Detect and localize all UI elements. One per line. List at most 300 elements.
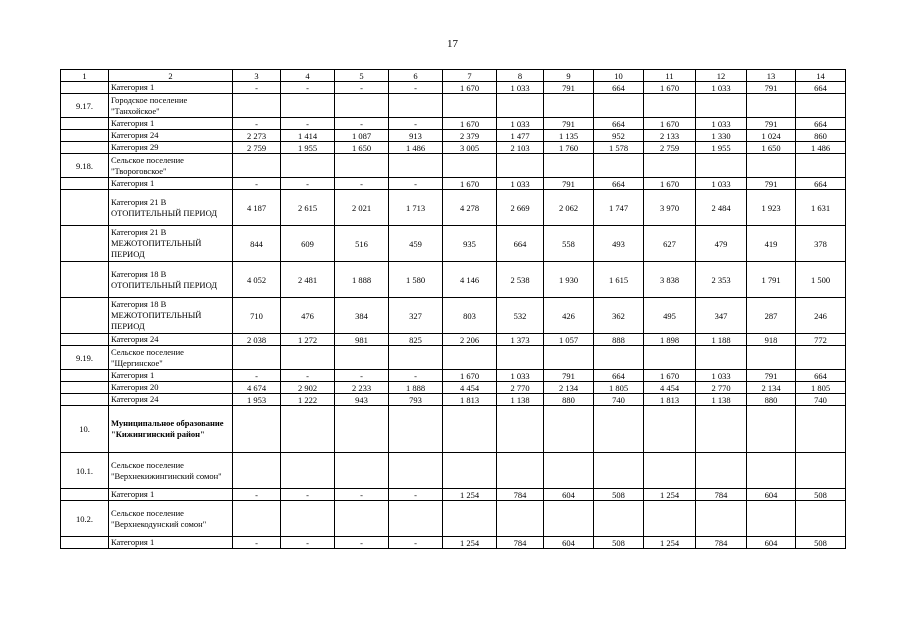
header-row — [61, 70, 846, 82]
value-cell — [747, 94, 796, 118]
value-cell: 508 — [796, 537, 846, 549]
value-cell — [335, 154, 389, 178]
value-cell: 1 930 — [544, 262, 594, 298]
value-cell — [497, 501, 544, 537]
value-cell: 508 — [594, 489, 644, 501]
value-cell: - — [335, 537, 389, 549]
section-row — [61, 406, 846, 453]
value-cell: 1 713 — [389, 190, 443, 226]
value-cell — [335, 501, 389, 537]
value-cell: 2 233 — [335, 382, 389, 394]
value-cell: 664 — [796, 82, 846, 94]
value-cell — [747, 154, 796, 178]
value-cell: 2 770 — [696, 382, 747, 394]
value-cell: 1 813 — [443, 394, 497, 406]
table-row — [61, 226, 846, 262]
value-cell: 2 759 — [233, 142, 281, 154]
value-cell: 1 087 — [335, 130, 389, 142]
value-cell: 1 923 — [747, 190, 796, 226]
row-name: Категория 24 — [109, 394, 233, 406]
value-cell: 2 669 — [497, 190, 544, 226]
value-cell — [233, 154, 281, 178]
value-cell: - — [335, 370, 389, 382]
value-cell: 740 — [594, 394, 644, 406]
value-cell: 1 670 — [443, 82, 497, 94]
header-cell: 8 — [497, 70, 544, 82]
row-number — [61, 118, 109, 130]
value-cell: 935 — [443, 226, 497, 262]
value-cell: 378 — [796, 226, 846, 262]
row-name: Сельское поселение "Верхнекижингинский сомон" — [109, 453, 233, 489]
value-cell: 710 — [233, 298, 281, 334]
row-name: Муниципальное образование "Кижингинский район" — [109, 406, 233, 453]
value-cell: 791 — [544, 370, 594, 382]
value-cell: 825 — [389, 334, 443, 346]
value-cell: 1 486 — [389, 142, 443, 154]
value-cell: 880 — [747, 394, 796, 406]
value-cell — [544, 406, 594, 453]
value-cell — [544, 346, 594, 370]
header-cell: 3 — [233, 70, 281, 82]
value-cell — [594, 406, 644, 453]
value-cell: 4 187 — [233, 190, 281, 226]
value-cell: 1 057 — [544, 334, 594, 346]
value-cell — [281, 346, 335, 370]
value-cell — [747, 501, 796, 537]
value-cell: 1 033 — [497, 82, 544, 94]
value-cell — [644, 406, 696, 453]
value-cell: 791 — [544, 178, 594, 190]
value-cell: 1 650 — [747, 142, 796, 154]
header-cell: 12 — [696, 70, 747, 82]
value-cell: 419 — [747, 226, 796, 262]
value-cell — [443, 94, 497, 118]
header-cell: 5 — [335, 70, 389, 82]
value-cell: 2 615 — [281, 190, 335, 226]
value-cell: 3 970 — [644, 190, 696, 226]
value-cell: 803 — [443, 298, 497, 334]
value-cell — [497, 346, 544, 370]
header-cell: 7 — [443, 70, 497, 82]
row-number — [61, 82, 109, 94]
value-cell: 2 021 — [335, 190, 389, 226]
header-cell: 6 — [389, 70, 443, 82]
value-cell: 327 — [389, 298, 443, 334]
value-cell — [544, 154, 594, 178]
value-cell — [594, 94, 644, 118]
value-cell: 476 — [281, 298, 335, 334]
row-name: Категория 1 — [109, 370, 233, 382]
value-cell: - — [335, 118, 389, 130]
value-cell: 844 — [233, 226, 281, 262]
table-row — [61, 298, 846, 334]
value-cell: 2 206 — [443, 334, 497, 346]
value-cell — [233, 94, 281, 118]
value-cell: 1 330 — [696, 130, 747, 142]
value-cell: 2 379 — [443, 130, 497, 142]
value-cell: 1 254 — [644, 537, 696, 549]
value-cell — [281, 154, 335, 178]
value-cell: 1 272 — [281, 334, 335, 346]
table-row — [61, 118, 846, 130]
value-cell: 604 — [544, 537, 594, 549]
value-cell: 479 — [696, 226, 747, 262]
header-cell: 9 — [544, 70, 594, 82]
header-cell: 14 — [796, 70, 846, 82]
value-cell: 664 — [497, 226, 544, 262]
value-cell: 4 454 — [443, 382, 497, 394]
value-cell: - — [281, 178, 335, 190]
value-cell: 2 134 — [747, 382, 796, 394]
value-cell: 2 133 — [644, 130, 696, 142]
value-cell: 1 500 — [796, 262, 846, 298]
header-cell: 11 — [644, 70, 696, 82]
value-cell: 664 — [594, 370, 644, 382]
value-cell — [594, 501, 644, 537]
value-cell — [389, 453, 443, 489]
row-number: 10.2. — [61, 501, 109, 537]
section-row — [61, 94, 846, 118]
value-cell: 1 813 — [644, 394, 696, 406]
value-cell: 791 — [747, 118, 796, 130]
value-cell — [796, 501, 846, 537]
table-row — [61, 130, 846, 142]
row-number: 9.18. — [61, 154, 109, 178]
value-cell: - — [281, 489, 335, 501]
row-name: Категория 20 — [109, 382, 233, 394]
table-row — [61, 489, 846, 501]
value-cell — [443, 346, 497, 370]
value-cell: 793 — [389, 394, 443, 406]
value-cell: 1 222 — [281, 394, 335, 406]
value-cell: - — [335, 82, 389, 94]
value-cell — [443, 453, 497, 489]
row-number — [61, 226, 109, 262]
value-cell: 1 138 — [696, 394, 747, 406]
value-cell: - — [335, 489, 389, 501]
value-cell — [281, 94, 335, 118]
value-cell: 627 — [644, 226, 696, 262]
value-cell — [389, 406, 443, 453]
row-number — [61, 130, 109, 142]
value-cell: 1 953 — [233, 394, 281, 406]
value-cell — [497, 406, 544, 453]
table-row — [61, 178, 846, 190]
row-name: Категория 24 — [109, 334, 233, 346]
value-cell — [544, 453, 594, 489]
section-row — [61, 346, 846, 370]
value-cell: 287 — [747, 298, 796, 334]
value-cell: 516 — [335, 226, 389, 262]
value-cell — [796, 406, 846, 453]
value-cell: 4 674 — [233, 382, 281, 394]
value-cell: 1 670 — [644, 370, 696, 382]
value-cell: - — [281, 370, 335, 382]
value-cell: - — [389, 370, 443, 382]
value-cell: 1 670 — [644, 178, 696, 190]
value-cell — [644, 346, 696, 370]
row-name: Городское поселение "Танхойское" — [109, 94, 233, 118]
value-cell: 2 038 — [233, 334, 281, 346]
value-cell: 2 902 — [281, 382, 335, 394]
value-cell: 3 838 — [644, 262, 696, 298]
value-cell: 1 033 — [497, 370, 544, 382]
value-cell: 1 670 — [644, 118, 696, 130]
value-cell — [389, 154, 443, 178]
value-cell — [796, 346, 846, 370]
value-cell — [233, 346, 281, 370]
value-cell: - — [233, 370, 281, 382]
table-row — [61, 82, 846, 94]
row-number — [61, 178, 109, 190]
header-cell: 1 — [61, 70, 109, 82]
row-name: Категория 21 В МЕЖОТОПИТЕЛЬНЫЙ ПЕРИОД — [109, 226, 233, 262]
value-cell: 1 033 — [696, 370, 747, 382]
value-cell: 1 888 — [389, 382, 443, 394]
header-cell: 2 — [109, 70, 233, 82]
value-cell: 362 — [594, 298, 644, 334]
value-cell: 1 898 — [644, 334, 696, 346]
value-cell: 1 805 — [796, 382, 846, 394]
value-cell: 664 — [796, 178, 846, 190]
value-cell — [747, 406, 796, 453]
section-row — [61, 501, 846, 537]
value-cell: 1 955 — [281, 142, 335, 154]
row-number — [61, 537, 109, 549]
row-name: Категория 21 В ОТОПИТЕЛЬНЫЙ ПЕРИОД — [109, 190, 233, 226]
value-cell: 508 — [796, 489, 846, 501]
row-name: Категория 18 В МЕЖОТОПИТЕЛЬНЫЙ ПЕРИОД — [109, 298, 233, 334]
row-number: 10. — [61, 406, 109, 453]
value-cell: - — [389, 118, 443, 130]
value-cell — [594, 154, 644, 178]
value-cell: 1 747 — [594, 190, 644, 226]
table-row — [61, 537, 846, 549]
header-cell: 13 — [747, 70, 796, 82]
row-number — [61, 142, 109, 154]
value-cell — [796, 154, 846, 178]
value-cell: 981 — [335, 334, 389, 346]
section-row — [61, 154, 846, 178]
value-cell: 952 — [594, 130, 644, 142]
value-cell: 918 — [747, 334, 796, 346]
value-cell: - — [389, 178, 443, 190]
value-cell — [497, 154, 544, 178]
value-cell: 2 538 — [497, 262, 544, 298]
value-cell: 604 — [747, 537, 796, 549]
value-cell: - — [281, 537, 335, 549]
row-name: Категория 18 В ОТОПИТЕЛЬНЫЙ ПЕРИОД — [109, 262, 233, 298]
value-cell: 791 — [747, 82, 796, 94]
value-cell — [696, 154, 747, 178]
value-cell — [644, 154, 696, 178]
row-name: Категория 1 — [109, 489, 233, 501]
value-cell: 664 — [594, 178, 644, 190]
value-cell: 609 — [281, 226, 335, 262]
value-cell: 2 273 — [233, 130, 281, 142]
value-cell: 1 791 — [747, 262, 796, 298]
value-cell: - — [233, 537, 281, 549]
row-number — [61, 370, 109, 382]
value-cell: 1 615 — [594, 262, 644, 298]
value-cell: 880 — [544, 394, 594, 406]
value-cell: - — [281, 82, 335, 94]
value-cell: 791 — [747, 370, 796, 382]
value-cell: 791 — [544, 118, 594, 130]
table-row — [61, 334, 846, 346]
table-row — [61, 262, 846, 298]
value-cell — [644, 453, 696, 489]
value-cell: 664 — [594, 118, 644, 130]
value-cell: 1 580 — [389, 262, 443, 298]
value-cell: 784 — [696, 537, 747, 549]
value-cell — [497, 94, 544, 118]
value-cell: 1 033 — [696, 118, 747, 130]
value-cell — [696, 406, 747, 453]
value-cell — [796, 453, 846, 489]
row-name: Категория 1 — [109, 178, 233, 190]
value-cell: 3 005 — [443, 142, 497, 154]
value-cell — [443, 501, 497, 537]
value-cell: 888 — [594, 334, 644, 346]
value-cell: - — [233, 489, 281, 501]
value-cell: 1 477 — [497, 130, 544, 142]
value-cell — [443, 406, 497, 453]
row-number: 10.1. — [61, 453, 109, 489]
value-cell: 347 — [696, 298, 747, 334]
value-cell: 1 631 — [796, 190, 846, 226]
value-cell: 1 254 — [644, 489, 696, 501]
value-cell — [335, 453, 389, 489]
row-number: 9.19. — [61, 346, 109, 370]
row-name: Сельское поселение "Верхнекодунский сомон" — [109, 501, 233, 537]
value-cell — [747, 346, 796, 370]
value-cell: - — [281, 118, 335, 130]
value-cell: 558 — [544, 226, 594, 262]
value-cell: 791 — [544, 82, 594, 94]
value-cell: 493 — [594, 226, 644, 262]
value-cell: 426 — [544, 298, 594, 334]
row-number — [61, 489, 109, 501]
value-cell: 1 805 — [594, 382, 644, 394]
value-cell — [389, 94, 443, 118]
value-cell — [644, 501, 696, 537]
tariff-table — [60, 69, 846, 549]
value-cell: 1 888 — [335, 262, 389, 298]
value-cell: - — [233, 82, 281, 94]
value-cell — [335, 94, 389, 118]
value-cell: 913 — [389, 130, 443, 142]
value-cell — [233, 406, 281, 453]
value-cell: 1 033 — [497, 178, 544, 190]
table-row — [61, 382, 846, 394]
row-number — [61, 394, 109, 406]
value-cell: 4 278 — [443, 190, 497, 226]
header-cell: 4 — [281, 70, 335, 82]
row-name: Сельское поселение "Щергинское" — [109, 346, 233, 370]
value-cell — [233, 453, 281, 489]
value-cell — [544, 94, 594, 118]
value-cell: 664 — [594, 82, 644, 94]
value-cell: 1 486 — [796, 142, 846, 154]
value-cell: - — [233, 118, 281, 130]
value-cell: 1 955 — [696, 142, 747, 154]
row-number — [61, 334, 109, 346]
table-row — [61, 370, 846, 382]
value-cell: 4 454 — [644, 382, 696, 394]
value-cell: 664 — [796, 370, 846, 382]
value-cell — [796, 94, 846, 118]
value-cell: 943 — [335, 394, 389, 406]
value-cell: 1 414 — [281, 130, 335, 142]
value-cell — [335, 406, 389, 453]
value-cell — [594, 453, 644, 489]
value-cell — [443, 154, 497, 178]
value-cell: 2 481 — [281, 262, 335, 298]
value-cell: 1 033 — [696, 178, 747, 190]
value-cell: - — [389, 537, 443, 549]
value-cell — [281, 501, 335, 537]
value-cell: - — [233, 178, 281, 190]
row-name: Категория 1 — [109, 118, 233, 130]
value-cell: 1 760 — [544, 142, 594, 154]
table-row — [61, 190, 846, 226]
value-cell: 1 670 — [443, 178, 497, 190]
value-cell: 532 — [497, 298, 544, 334]
value-cell: 1 254 — [443, 489, 497, 501]
row-name: Категория 1 — [109, 537, 233, 549]
table-row — [61, 394, 846, 406]
value-cell: 860 — [796, 130, 846, 142]
value-cell — [696, 453, 747, 489]
value-cell: 784 — [696, 489, 747, 501]
page-number: 17 — [447, 38, 458, 50]
value-cell: 1 033 — [497, 118, 544, 130]
value-cell — [747, 453, 796, 489]
table-row — [61, 142, 846, 154]
value-cell — [389, 501, 443, 537]
value-cell: 384 — [335, 298, 389, 334]
value-cell: 1 670 — [443, 370, 497, 382]
row-name: Категория 24 — [109, 130, 233, 142]
value-cell: 791 — [747, 178, 796, 190]
value-cell: 1 650 — [335, 142, 389, 154]
value-cell: 1 033 — [696, 82, 747, 94]
row-number — [61, 298, 109, 334]
value-cell: 2 353 — [696, 262, 747, 298]
value-cell — [281, 406, 335, 453]
value-cell: 784 — [497, 537, 544, 549]
row-number — [61, 262, 109, 298]
table-body — [61, 70, 846, 549]
header-cell: 10 — [594, 70, 644, 82]
value-cell: 604 — [544, 489, 594, 501]
row-name: Сельское поселение "Твороговское" — [109, 154, 233, 178]
value-cell: 508 — [594, 537, 644, 549]
row-number: 9.17. — [61, 94, 109, 118]
value-cell: 784 — [497, 489, 544, 501]
value-cell — [281, 453, 335, 489]
value-cell: 1 670 — [443, 118, 497, 130]
value-cell — [497, 453, 544, 489]
value-cell: 2 134 — [544, 382, 594, 394]
value-cell: 1 135 — [544, 130, 594, 142]
value-cell: 1 373 — [497, 334, 544, 346]
value-cell: - — [389, 489, 443, 501]
value-cell: 1 670 — [644, 82, 696, 94]
value-cell — [233, 501, 281, 537]
row-number — [61, 190, 109, 226]
